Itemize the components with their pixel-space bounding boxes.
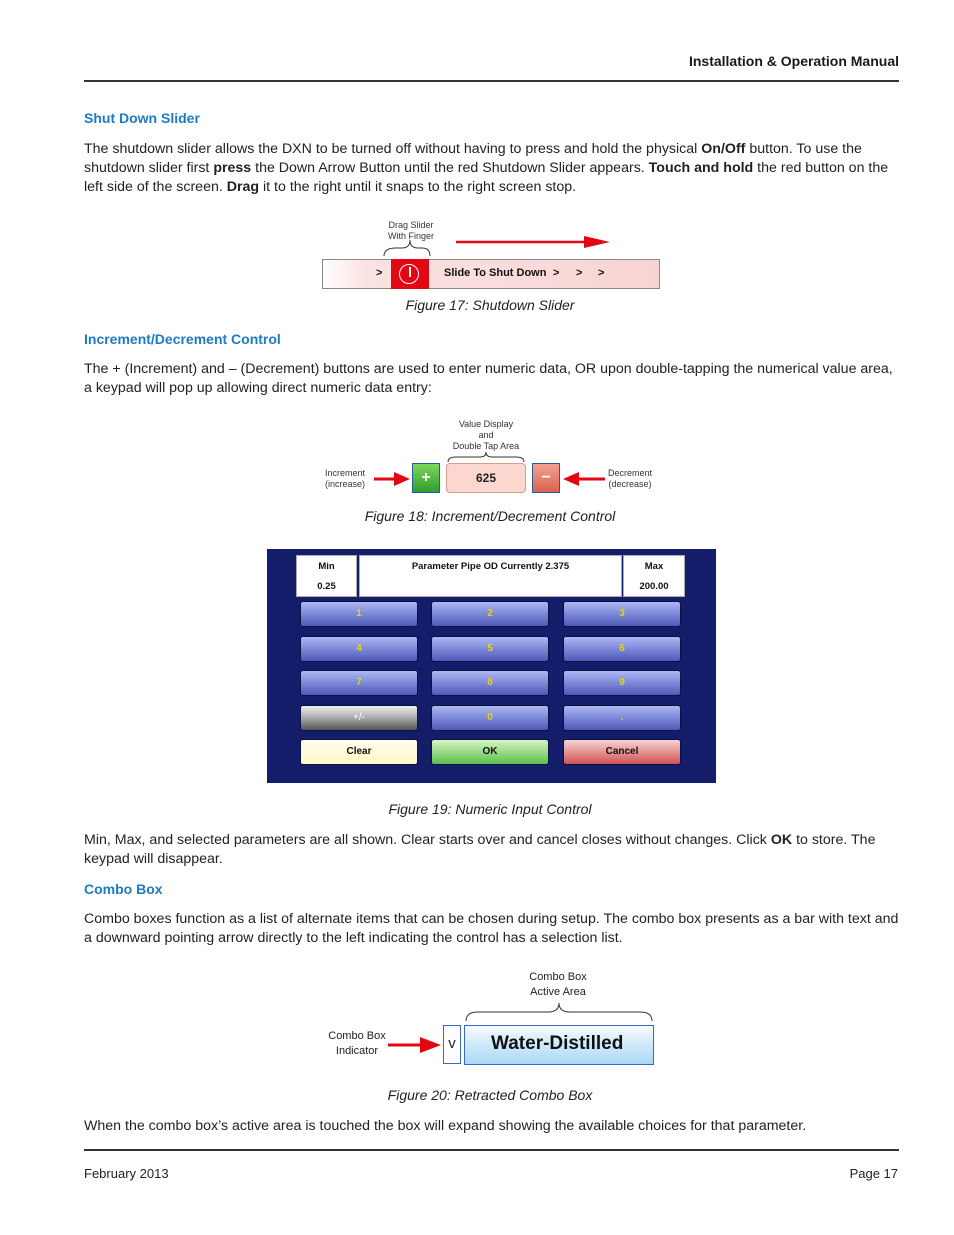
- max-label: Max: [644, 561, 664, 572]
- minus-icon: −: [541, 469, 551, 486]
- increment-annotation: [318, 468, 372, 490]
- key-4[interactable]: [300, 636, 418, 662]
- footer-rule: [84, 1149, 899, 1151]
- plus-icon: +: [421, 469, 431, 486]
- decrement-annotation: [602, 468, 658, 490]
- value-display-annotation: [446, 419, 526, 452]
- body-text: to store. The keypad will disappear.: [84, 832, 876, 867]
- combo-area-annotation-line1: Combo Box: [529, 971, 587, 983]
- paragraph-combo-after: When the combo box’s active area is touched the box will expand showing the available choices for that parameter.: [84, 1118, 807, 1134]
- body-text: The shutdown slider allows the DXN to be turned off without having to press and hold the physical: [84, 141, 702, 157]
- cancel-label: Cancel: [605, 746, 639, 757]
- slide-to-shut-down-label: Slide To Shut Down: [444, 267, 547, 279]
- header-rule: [84, 80, 899, 82]
- figure-20-caption: Figure 20: Retracted Combo Box: [387, 1087, 593, 1103]
- key-label: 0: [487, 712, 493, 723]
- body-text: the Down Arrow Button until the red Shutdown Slider appears.: [251, 160, 649, 176]
- figure-17-caption: Figure 17: Shutdown Slider: [405, 297, 575, 313]
- key-5[interactable]: [431, 636, 549, 662]
- key-1[interactable]: [300, 601, 418, 627]
- figure-18-caption: Figure 18: Increment/Decrement Control: [364, 508, 616, 524]
- emphasis-text: Drag: [226, 179, 260, 195]
- value-annotation-line1: Value Display: [458, 419, 514, 429]
- slider-chevron-left: >: [376, 267, 383, 279]
- paragraph-keypad: [84, 831, 899, 869]
- shutdown-slider-knob[interactable]: [391, 259, 429, 289]
- value-annotation-line3: Double Tap Area: [452, 441, 520, 451]
- paragraph-shutdown: [84, 140, 899, 197]
- slider-chevron: >: [553, 267, 560, 279]
- paragraph-combo: [84, 910, 899, 948]
- drag-arrow-graphic: [380, 236, 620, 260]
- combo-indicator-arrow-icon: [386, 1035, 442, 1055]
- key-2[interactable]: [431, 601, 549, 627]
- key-0[interactable]: [431, 705, 549, 731]
- numeric-keypad: [267, 549, 716, 783]
- footer-page-number: Page 17: [849, 1166, 898, 1181]
- combo-area-annotation-line2: Active Area: [530, 986, 586, 998]
- combo-area-brace-graphic: [464, 1002, 654, 1022]
- max-box: [623, 555, 685, 597]
- min-value: 0.25: [317, 581, 336, 592]
- drag-annotation-line2: With Finger: [387, 231, 434, 241]
- key-label: 4: [356, 643, 362, 654]
- key-3[interactable]: [563, 601, 681, 627]
- decrement-arrow-icon: [561, 470, 607, 488]
- value-text: 625: [475, 471, 497, 485]
- parameter-label: Parameter Pipe OD Currently 2.375: [411, 561, 570, 572]
- combo-box-indicator[interactable]: [443, 1025, 461, 1064]
- increment-arrow-icon: [372, 470, 412, 488]
- heading-shutdown-slider: Shut Down Slider: [84, 110, 200, 126]
- key-7[interactable]: [300, 670, 418, 696]
- ok-button[interactable]: [431, 739, 549, 765]
- figure-19-caption: Figure 19: Numeric Input Control: [388, 801, 592, 817]
- slider-chevron: >: [598, 267, 605, 279]
- power-icon-bar: [409, 267, 411, 277]
- increment-annotation-line2: (increase): [324, 479, 365, 489]
- key-6[interactable]: [563, 636, 681, 662]
- body-text: The + (Increment) and – (Decrement) buttons are used to enter numeric data, OR upon double-tapping the numerical value area, a keypad will pop up allowing direct numeric data entry:: [84, 361, 893, 396]
- key-label: 1: [356, 608, 362, 619]
- key-label: .: [620, 712, 624, 723]
- ok-label: OK: [482, 746, 498, 757]
- parameter-box: [359, 555, 622, 597]
- key-label: 2: [487, 608, 493, 619]
- key-label: 3: [619, 608, 625, 619]
- combo-indicator-annotation-line1: Combo Box: [328, 1030, 386, 1042]
- increment-annotation-line1: Increment: [324, 468, 366, 478]
- key-plus-minus[interactable]: [300, 705, 418, 731]
- combo-box-value: Water-Distilled: [491, 1033, 624, 1054]
- emphasis-text: On/Off: [701, 141, 746, 157]
- key-label: 8: [487, 677, 493, 688]
- clear-button[interactable]: [300, 739, 418, 765]
- footer-date: February 2013: [84, 1166, 169, 1181]
- heading-increment-decrement: Increment/Decrement Control: [84, 331, 281, 347]
- combo-area-annotation: [508, 970, 608, 1000]
- combo-indicator-annotation: [318, 1029, 396, 1059]
- decrement-annotation-line2: (decrease): [608, 479, 652, 489]
- chevron-down-icon: v: [448, 1035, 456, 1052]
- increment-button[interactable]: [412, 463, 440, 493]
- key-label: 9: [619, 677, 625, 688]
- value-annotation-line2: and: [478, 430, 494, 440]
- slider-chevron: >: [576, 267, 583, 279]
- key-label: 7: [356, 677, 362, 688]
- combo-box-active-area[interactable]: [464, 1025, 654, 1065]
- body-text: Min, Max, and selected parameters are all shown. Clear starts over and cancel closes without changes. Click: [84, 832, 771, 848]
- value-brace-graphic: [446, 451, 526, 463]
- min-label: Min: [318, 561, 335, 572]
- value-display[interactable]: [446, 463, 526, 493]
- emphasis-text: OK: [770, 832, 793, 848]
- decrement-annotation-line1: Decrement: [607, 468, 652, 478]
- key-decimal[interactable]: [563, 705, 681, 731]
- body-text: Combo boxes function as a list of alternate items that can be chosen during setup. The combo box presents as a bar with text and a downward pointing arrow directly to the left indicating the control has a selection list.: [84, 911, 899, 946]
- min-box: [296, 555, 357, 597]
- heading-combo-box: Combo Box: [84, 881, 163, 897]
- body-text: it to the right until it snaps to the right screen stop.: [259, 179, 577, 195]
- paragraph-incdec: [84, 360, 899, 398]
- decrement-button[interactable]: [532, 463, 560, 493]
- cancel-button[interactable]: [563, 739, 681, 765]
- emphasis-text: press: [213, 160, 252, 176]
- emphasis-text: Touch and hold: [648, 160, 754, 176]
- body-text: the red button on the left side of the screen.: [84, 160, 889, 195]
- combo-indicator-annotation-line2: Indicator: [335, 1045, 379, 1057]
- key-9[interactable]: [563, 670, 681, 696]
- clear-label: Clear: [346, 746, 372, 757]
- key-8[interactable]: [431, 670, 549, 696]
- key-label: 5: [487, 643, 493, 654]
- body-text: button. To use the shutdown slider first: [84, 141, 862, 176]
- drag-annotation-line1: Drag Slider: [388, 220, 434, 230]
- manual-title: Installation & Operation Manual: [688, 53, 899, 69]
- max-value: 200.00: [639, 581, 669, 592]
- key-label: 6: [619, 643, 625, 654]
- key-label: +/-: [353, 712, 365, 723]
